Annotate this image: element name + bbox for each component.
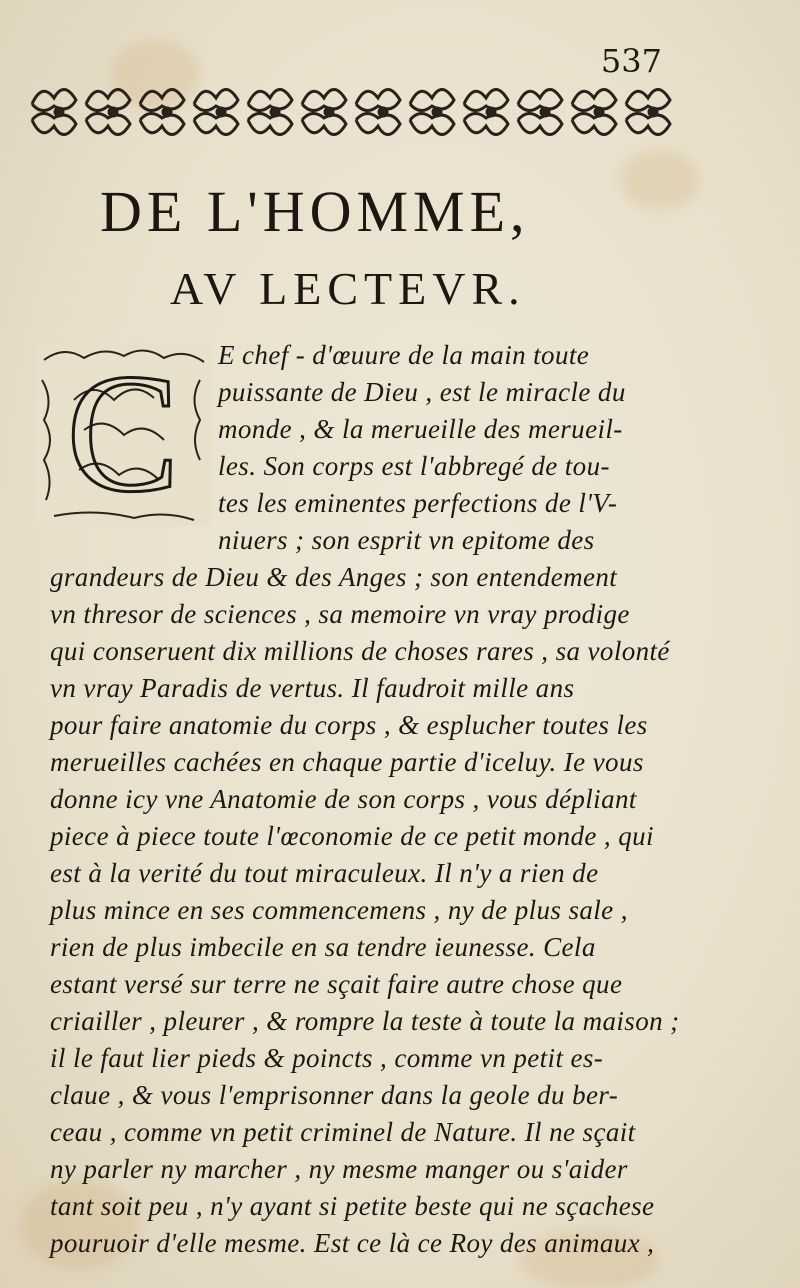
text-line-19: criailler , pleurer , & rompre la teste à toute la maison ; xyxy=(50,1006,680,1036)
page-subtitle: AV LECTEVR. xyxy=(170,263,526,314)
text-line-4: les. Son corps est l'abbregé de tou- xyxy=(218,451,610,481)
text-line-2: puissante de Dieu , est le miracle du xyxy=(218,377,626,407)
text-line-23: ny parler ny marcher , ny mesme manger ou s'aider xyxy=(50,1154,628,1184)
text-line-16: plus mince en ses commencemens , ny de plus sale , xyxy=(50,895,628,925)
drop-cap-letter: C xyxy=(66,340,180,527)
ornamental-headpiece xyxy=(22,76,682,148)
text-line-14: piece à piece toute l'œconomie de ce petit monde , qui xyxy=(50,821,654,851)
text-line-5: tes les eminentes perfections de l'V- xyxy=(218,488,618,518)
text-line-8: vn thresor de sciences , sa memoire vn vray prodige xyxy=(50,599,630,629)
text-line-24: tant soit peu , n'y ayant si petite beste qui ne sçachese xyxy=(50,1191,655,1221)
text-line-9: qui conseruent dix millions de choses rares , sa volonté xyxy=(50,636,670,666)
text-line-1: E chef - d'œuure de la main toute xyxy=(218,340,590,370)
page-number: 537 xyxy=(600,42,662,80)
text-line-3: monde , & la merueille des merueil- xyxy=(218,414,623,444)
text-line-17: rien de plus imbecile en sa tendre ieunesse. Cela xyxy=(50,932,596,962)
text-line-6: niuers ; son esprit vn epitome des xyxy=(218,525,595,555)
text-line-10: vn vray Paradis de vertus. Il faudroit mille ans xyxy=(50,673,575,703)
text-line-7: grandeurs de Dieu & des Anges ; son entendement xyxy=(50,562,618,592)
text-line-13: donne icy vne Anatomie de son corps , vous dépliant xyxy=(50,784,637,814)
decorated-initial xyxy=(34,340,212,528)
page-title: DE L'HOMME, xyxy=(100,179,530,244)
text-line-20: il le faut lier pieds & poincts , comme vn petit es- xyxy=(50,1043,604,1073)
text-line-18: estant versé sur terre ne sçait faire autre chose que xyxy=(50,969,623,999)
text-line-12: merueilles cachées en chaque partie d'iceluy. Ie vous xyxy=(50,747,644,777)
text-line-11: pour faire anatomie du corps , & esplucher toutes les xyxy=(50,710,648,740)
text-line-15: est à la verité du tout miraculeux. Il n'y a rien de xyxy=(50,858,599,888)
text-line-21: claue , & vous l'emprisonner dans la geole du ber- xyxy=(50,1080,619,1110)
text-line-22: ceau , comme vn petit criminel de Nature. Il ne sçait xyxy=(50,1117,636,1147)
text-line-25: pouruoir d'elle mesme. Est ce là ce Roy des animaux , xyxy=(50,1228,655,1258)
